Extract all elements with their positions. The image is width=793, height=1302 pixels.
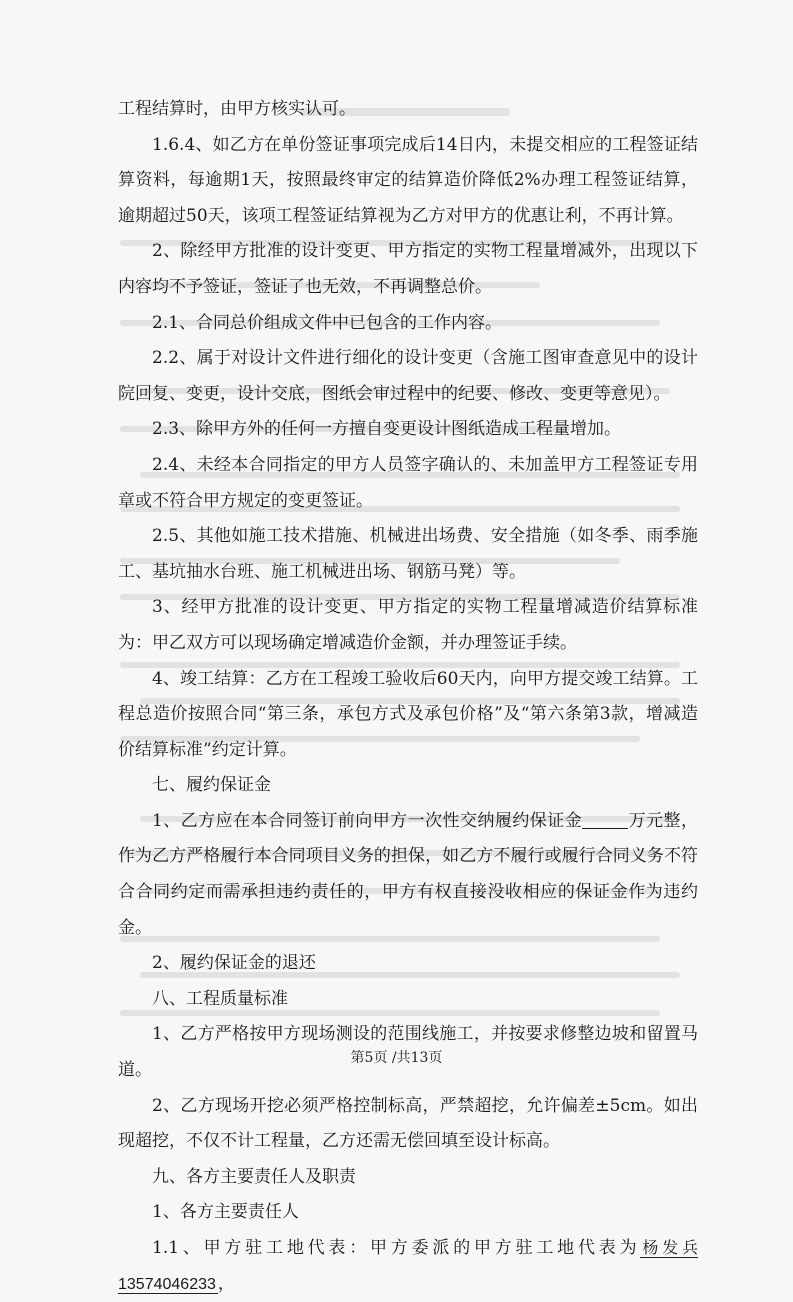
performance-bond-text-after: 万元整，作为乙方严格履行本合同项目义务的担保，如乙方不履行或履行合同义务不符合合同约定而需承担违约责任的，甲方有权直接没收相应的保证金作为违约金。 xyxy=(118,810,698,938)
document-body xyxy=(118,92,698,1302)
performance-bond-text-before: 1、乙方应在本合同签订前向甲方一次性交纳履约保证金 xyxy=(152,810,583,831)
performance-bond-clause xyxy=(118,804,698,946)
paragraph-p5: 2.3、除甲方外的任何一方擅自变更设计图纸造成工程量增加。 xyxy=(152,419,622,440)
paragraph-p8: 3、经甲方批准的设计变更、甲方指定的实物工程量增减造价结算标准为：甲乙双方可以现场确定增减造价金额，并办理签证手续。 xyxy=(118,597,698,653)
quality-clause-2: 2、乙方现场开挖必须严格控制标高，严禁超挖，允许偏差±5cm。如出现超挖，不仅不计工程量，乙方还需无偿回填至设计标高。 xyxy=(118,1095,698,1152)
paragraph-p9: 4、竣工结算：乙方在工程竣工验收后60天内，向甲方提交竣工结算。工程总造价按照合同“第三条，承包方式及承包价格”及“第六条第3款，增减造价结算标准”约定计算。 xyxy=(118,668,698,760)
site-representative-name-phone: 杨发兵 13574046233 xyxy=(118,1240,698,1293)
paragraph-p1: 1.6.4、如乙方在单份签证事项完成后14日内，未提交相应的工程签证结算资料，每逾期1天，按照最终审定的结算造价降低2%办理工程签证结算，逾期超过50天，该项工程签证结算视为乙方对甲方的优惠让利，不再计算。 xyxy=(118,134,698,226)
section-heading-responsible-persons: 九、各方主要责任人及职责 xyxy=(152,1166,356,1187)
page-number-footer: 第5页 /共13页 xyxy=(350,1050,443,1066)
paragraph-p4: 2.2、属于对设计文件进行细化的设计变更（含施工图审查意见中的设计院回复、变更，设计交底，图纸会审过程中的纪要、修改、变更等意见）。 xyxy=(118,348,698,404)
site-representative-text-before: 1.1、甲方驻工地代表：甲方委派的甲方驻工地代表为 xyxy=(152,1238,641,1258)
site-representative-clause xyxy=(118,1231,698,1302)
site-representative-text-after: ， xyxy=(217,1273,235,1294)
paragraph-p7: 2.5、其他如施工技术措施、机械进出场费、安全措施（如冬季、雨季施工、基坑抽水台班、施工机械进出场、钢筋马凳）等。 xyxy=(118,526,698,582)
paragraph-p3: 2.1、合同总价组成文件中已包含的工作内容。 xyxy=(152,312,503,333)
paragraph-p2: 2、除经甲方批准的设计变更、甲方指定的实物工程量增减外，出现以下内容均不予签证，签证了也无效，不再调整总价。 xyxy=(118,241,698,297)
paragraph-p6: 2.4、未经本合同指定的甲方人员签字确认的、未加盖甲方工程签证专用章或不符合甲方规定的变更签证。 xyxy=(118,454,698,511)
paragraph-p0: 工程结算时，由甲方核实认可。 xyxy=(118,99,356,119)
bond-return-clause: 2、履约保证金的退还 xyxy=(152,953,316,974)
section-heading-performance-bond: 七、履约保证金 xyxy=(152,775,271,796)
bond-amount-blank xyxy=(582,810,628,829)
responsible-persons-clause: 1、各方主要责任人 xyxy=(152,1202,299,1223)
section-heading-quality-standard: 八、工程质量标准 xyxy=(152,988,288,1009)
quality-clause-1: 1、乙方严格按甲方现场测设的范围线施工，并按要求修整边坡和留置马道。 xyxy=(118,1024,698,1081)
